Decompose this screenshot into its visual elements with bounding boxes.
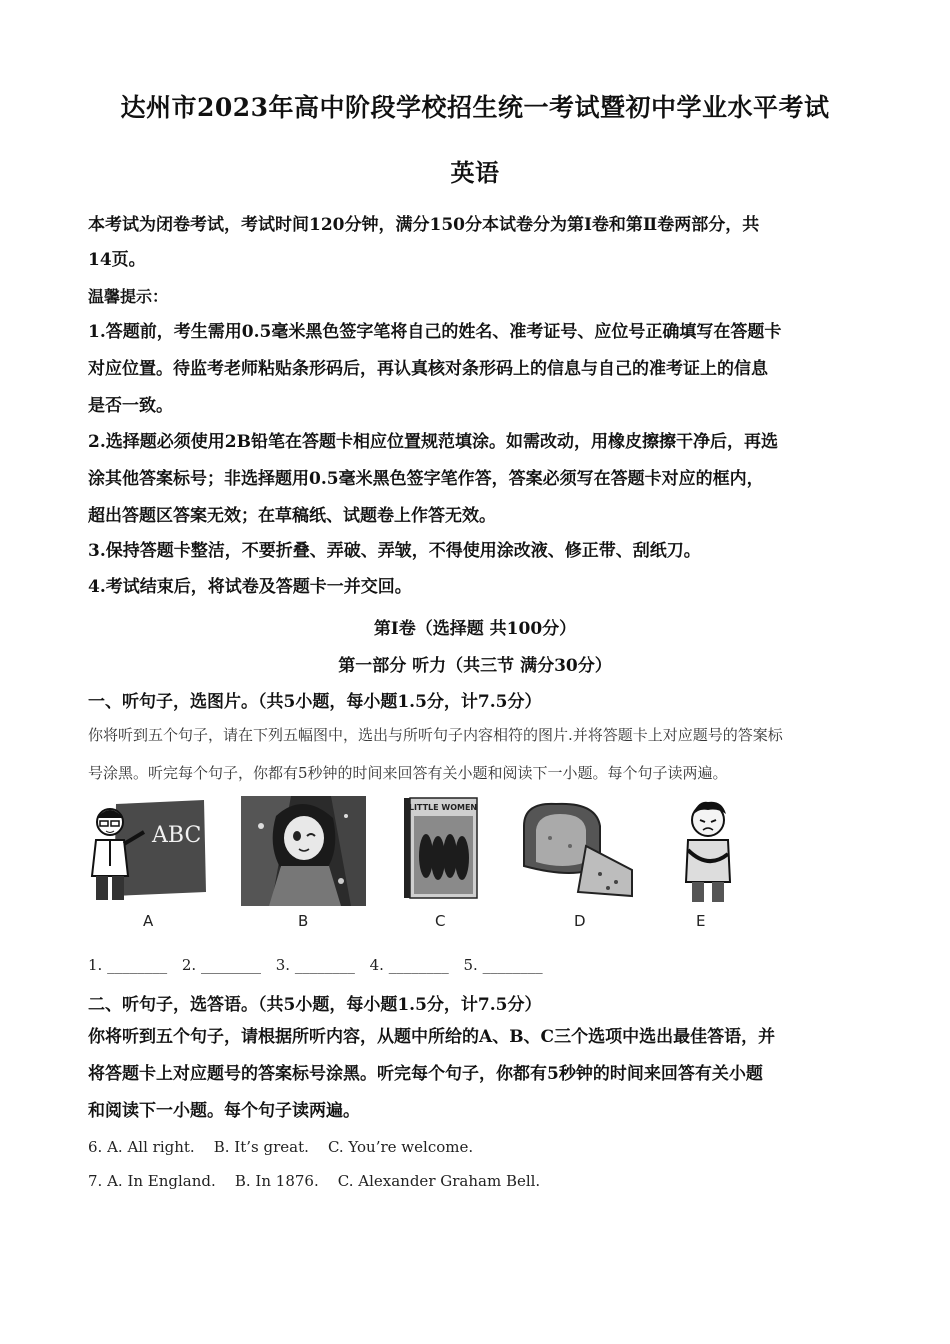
picture-label-d: D (574, 912, 586, 930)
tip4: 4.考试结束后，将试卷及答题卡一并交回。 (88, 577, 412, 597)
tip2-line-2: 涂其他答案标号；非选择题用0.5毫米黑色签字笔作答，答案必须写在答题卡对应的框内， (88, 469, 764, 489)
anime-girl-picture (241, 796, 366, 906)
section1-heading: 一、听句子，选图片。（共5小题，每小题1.5分，计7.5分） (88, 692, 542, 712)
answer-blanks (88, 956, 553, 974)
exam-title: 达州市2023年高中阶段学校招生统一考试暨初中学业水平考试 (120, 93, 830, 122)
intro-line-1: 本考试为闭卷考试，考试时间120分钟，满分150分本试卷分为第Ⅰ卷和第Ⅱ卷两部分，共 (88, 215, 760, 235)
tip2-line-1: 2.选择题必须使用2B铅笔在答题卡相应位置规范填涂。如需改动，用橡皮擦擦干净后，再选 (88, 432, 778, 452)
bread-loaf-picture (516, 796, 636, 906)
question-7: 7. A. In England. B. In 1876. C. Alexander Graham Bell. (88, 1172, 541, 1190)
tips-label: 温馨提示： (88, 287, 169, 306)
subject-title: 英语 (450, 158, 500, 187)
answer-blank-2[interactable]: 2. ________ (181, 956, 261, 974)
answer-blank-1[interactable]: 1. ________ (88, 956, 168, 974)
section2-instruction-2: 将答题卡上对应题号的答案标号涂黑。听完每个句子，你都有5秒钟的时间来回答有关小题 (88, 1064, 763, 1084)
section1-instruction-2: 号涂黑。听完每个句子，你都有5秒钟的时间来回答有关小题和阅读下一小题。每个句子读两遍。 (88, 764, 728, 782)
picture-label-c: C (435, 912, 446, 930)
tip3: 3.保持答题卡整洁，不要折叠、弄破、弄皱，不得使用涂改液、修正带、刮纸刀。 (88, 541, 701, 561)
intro-line-2: 14页。 (88, 250, 146, 270)
teacher-blackboard-picture (86, 796, 208, 906)
volume1-title: 第Ⅰ卷（选择题 共100分） (373, 619, 577, 639)
tip1-line-1: 1.答题前，考生需用0.5毫米黑色签字笔将自己的姓名、准考证号、应位号正确填写在答题卡 (88, 322, 782, 342)
tip1-line-2: 对应位置。待监考老师粘贴条形码后，再认真核对条形码上的信息与自己的准考证上的信息 (88, 359, 768, 379)
picture-label-a: A (143, 912, 154, 930)
boy-stomachache-picture (668, 796, 748, 906)
section2-heading: 二、听句子，选答语。（共5小题，每小题1.5分，计7.5分） (88, 995, 542, 1015)
part1-title: 第一部分 听力（共三节 满分30分） (338, 656, 612, 676)
answer-blank-4[interactable]: 4. ________ (369, 956, 449, 974)
tip2-line-3: 超出答题区答案无效；在草稿纸、试题卷上作答无效。 (88, 506, 496, 526)
tip1-line-3: 是否一致。 (88, 396, 173, 416)
picture-label-e: E (696, 912, 706, 930)
picture-label-b: B (298, 912, 309, 930)
book-cover-picture (404, 796, 479, 906)
section2-instruction-1: 你将听到五个句子，请根据所听内容，从题中所给的A、B、C三个选项中选出最佳答语，并 (88, 1027, 776, 1047)
book-title: LITTLE WOMEN (408, 803, 478, 812)
question-6: 6. A. All right. B. It’s great. C. You’re welcome. (88, 1138, 474, 1156)
answer-blank-3[interactable]: 3. ________ (275, 956, 355, 974)
section2-instruction-3: 和阅读下一小题。每个句子读两遍。 (88, 1101, 360, 1121)
board-text: ABC (152, 823, 202, 848)
answer-blank-5[interactable]: 5. ________ (463, 956, 543, 974)
section1-instruction-1: 你将听到五个句子，请在下列五幅图中，选出与所听句子内容相符的图片.并将答题卡上对应题号的答案标 (88, 726, 783, 744)
